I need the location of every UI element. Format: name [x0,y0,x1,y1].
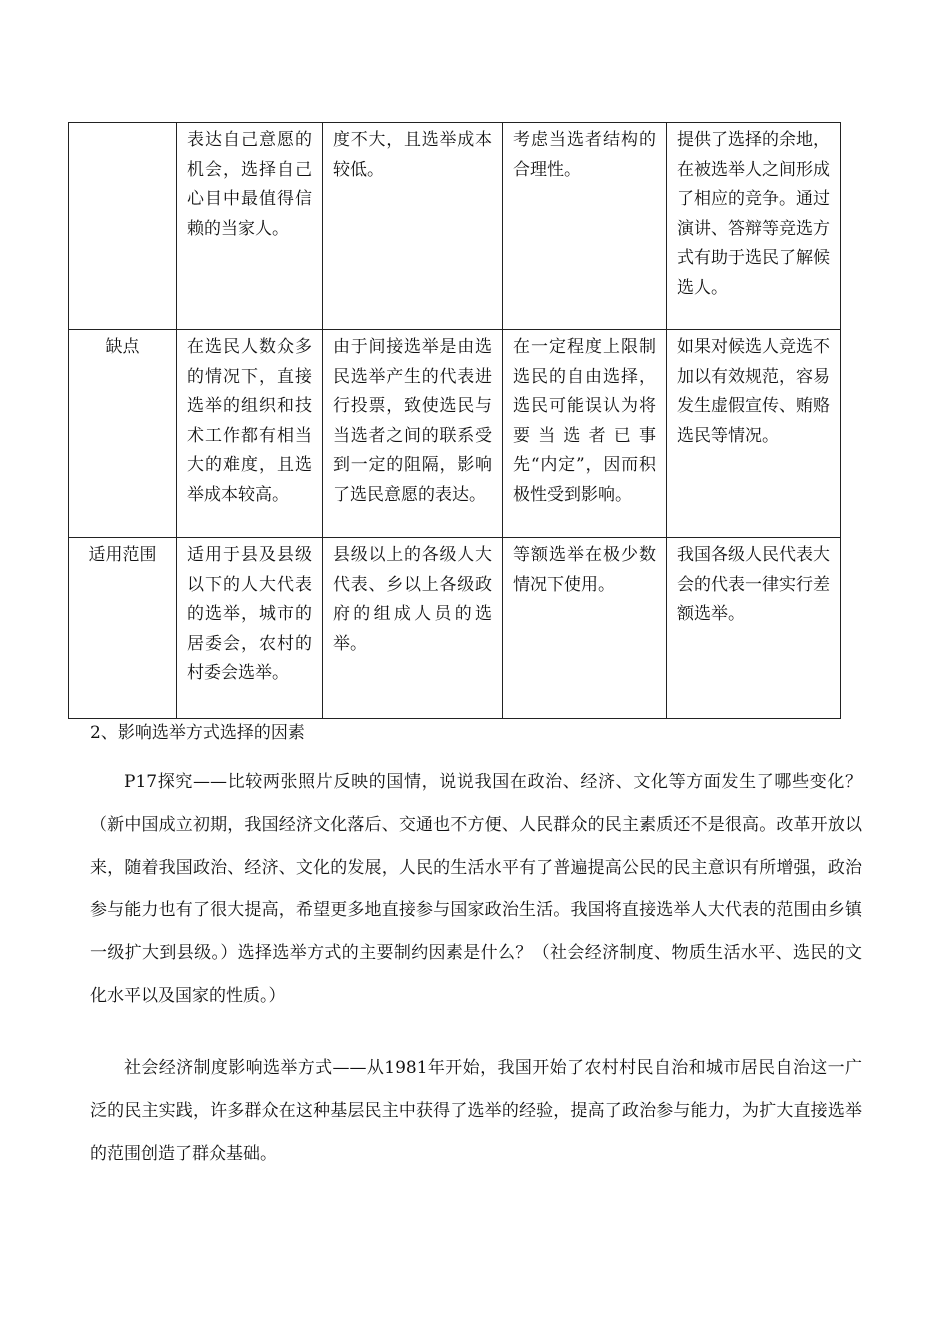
table-cell: 由于间接选举是由选民选举产生的代表进行投票，致使选民与当选者之间的联系受到一定的阻隔，影响了选民意愿的表达。 [323,330,503,538]
table-cell: 如果对候选人竞选不加以有效规范，容易发生虚假宣传、贿赂选民等情况。 [667,330,841,538]
paragraph: P17探究——比较两张照片反映的国情，说说我国在政治、经济、文化等方面发生了哪些变化？（新中国成立初期，我国经济文化落后、交通也不方便、人民群众的民主素质还不是很高。改革开放以来，随着我国政治、经济、文化的发展，人民的生活水平有了普遍提高公民的民主意识有所增强，政治参与能力也有了很大提高，希望更多地直接参与国家政治生活。我国将直接选举人大代表的范围由乡镇一级扩大到县级。）选择选举方式的主要制约因素是什么？（社会经济制度、物质生活水平、选民的文化水平以及国家的性质。） [90,772,862,1006]
section-heading: 2、影响选举方式选择的因素 [90,723,305,743]
table-cell: 在一定程度上限制选民的自由选择，选民可能误认为将要当选者已事先“内定”，因而积极性受到影响。 [503,330,667,538]
row-label [69,123,177,330]
table-cell: 考虑当选者结构的合理性。 [503,123,667,330]
paragraph: 社会经济制度影响选举方式——从1981年开始，我国开始了农村村民自治和城市居民自治这一广泛的民主实践，许多群众在这种基层民主中获得了选举的经验，提高了政治参与能力，为扩大直接选举的范围创造了群众基础。 [90,1058,862,1164]
table-cell: 提供了选择的余地，在被选举人之间形成了相应的竞争。通过演讲、答辩等竞选方式有助于选民了解候选人。 [667,123,841,330]
row-label-disadvantages: 缺点 [69,330,177,538]
table-cell: 适用于县及县级以下的人大代表的选举，城市的居委会，农村的村委会选举。 [177,538,323,719]
table-cell: 表达自己意愿的机会，选择自己心目中最值得信赖的当家人。 [177,123,323,330]
table-row [69,123,841,330]
row-label-scope: 适用范围 [69,538,177,719]
table-cell: 在选民人数众多的情况下，直接选举的组织和技术工作都有相当大的难度，且选举成本较高。 [177,330,323,538]
table-row [69,330,841,538]
table-row [69,538,841,719]
table-cell: 县级以上的各级人大代表、乡以上各级政府的组成人员的选举。 [323,538,503,719]
table-cell: 度不大，且选举成本较低。 [323,123,503,330]
table-cell: 等额选举在极少数情况下使用。 [503,538,667,719]
table-cell: 我国各级人民代表大会的代表一律实行差额选举。 [667,538,841,719]
election-methods-table [68,122,841,719]
